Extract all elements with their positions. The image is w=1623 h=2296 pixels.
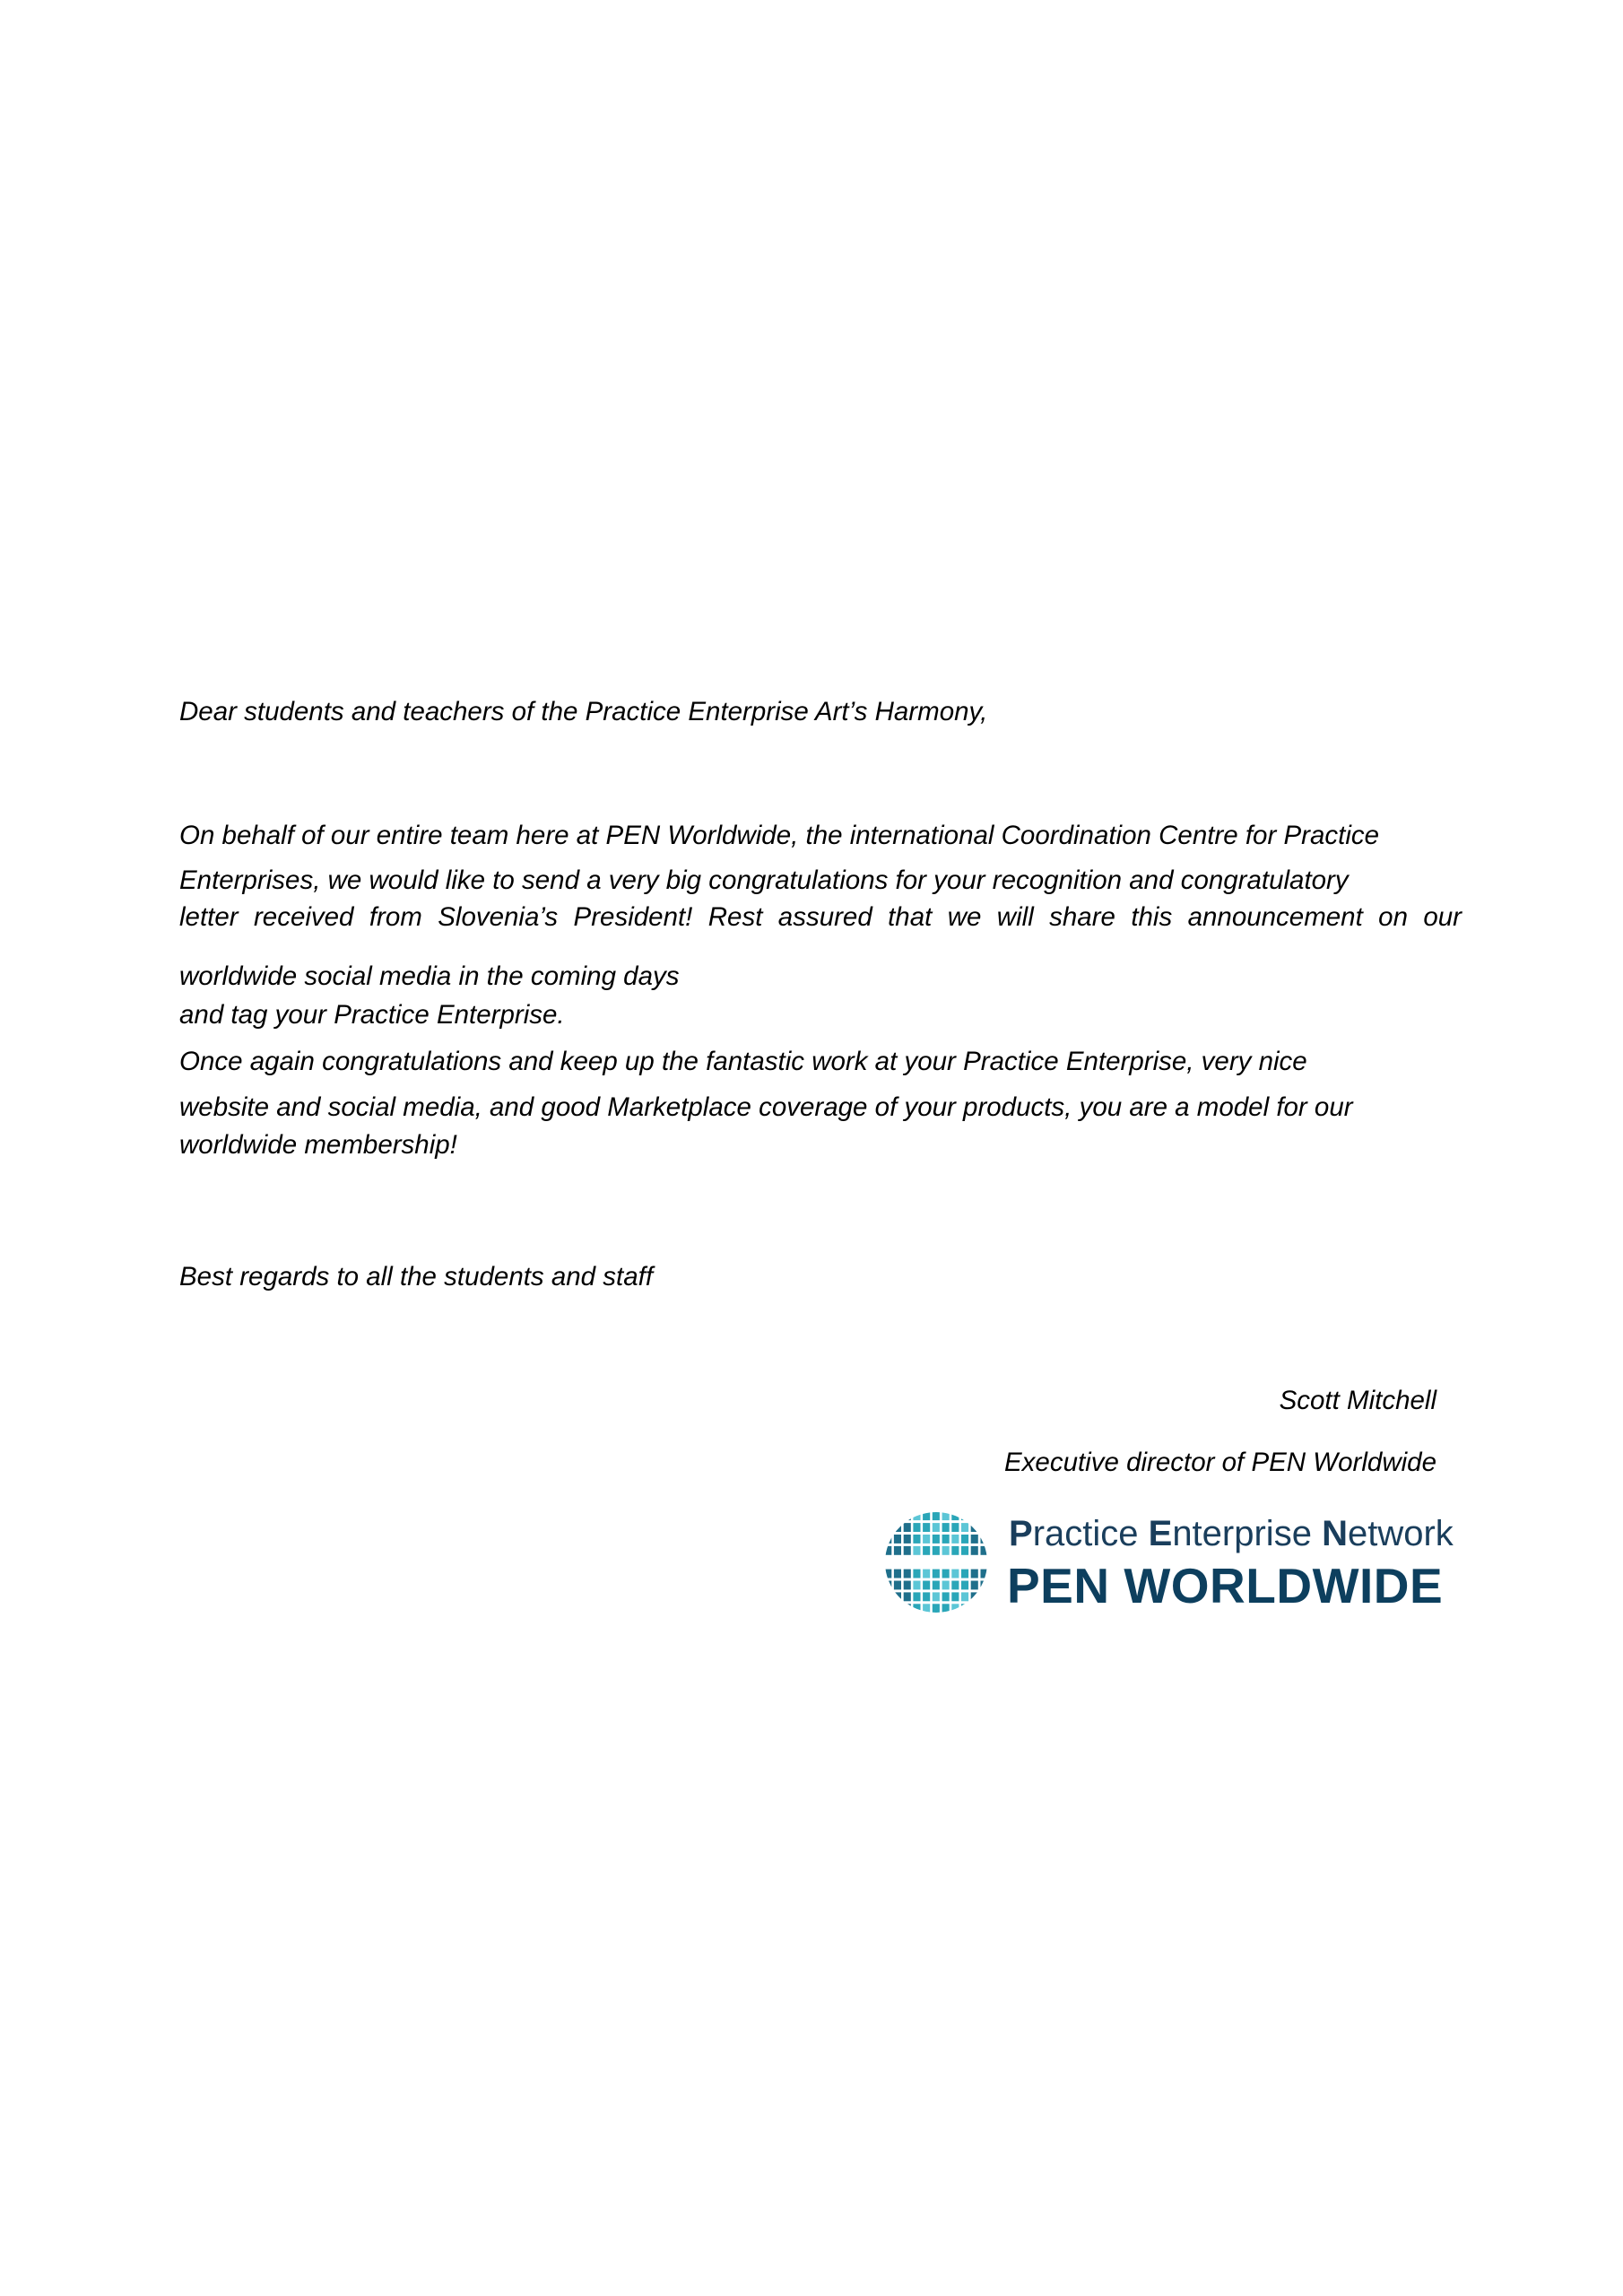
globe-tile: [913, 1511, 920, 1520]
globe-tile: [981, 1581, 988, 1590]
globe-tile: [904, 1570, 911, 1578]
globe-tile: [923, 1546, 930, 1555]
logo-network-part-1: Practice: [1009, 1514, 1149, 1553]
globe-tile: [961, 1592, 968, 1601]
globe-tile: [971, 1535, 978, 1544]
globe-tile: [981, 1535, 988, 1544]
globe-tile: [942, 1535, 950, 1544]
globe-tile: [942, 1570, 950, 1578]
globe-tile: [951, 1523, 959, 1532]
globe-tile: [904, 1592, 911, 1601]
globe-tile: [981, 1592, 988, 1601]
pen-worldwide-logo: [883, 1507, 1454, 1618]
globe-tile: [904, 1604, 911, 1613]
salutation: Dear students and teachers of the Practice Enterprise Art’s Harmony,: [179, 697, 988, 726]
globe-tile: [981, 1604, 988, 1613]
globe-tile: [981, 1523, 988, 1532]
body-line-8: worldwide membership!: [179, 1130, 457, 1160]
globe-tile: [913, 1581, 920, 1590]
globe-tile: [933, 1570, 940, 1578]
globe-tile: [942, 1604, 950, 1613]
body-line-6: Once again congratulations and keep up the fantastic work at your Practice Enterprise, very nice: [179, 1047, 1307, 1076]
globe-tile: [904, 1511, 911, 1520]
globe-tile: [942, 1592, 950, 1601]
globe-tile: [951, 1535, 959, 1544]
signer-title: Executive director of PEN Worldwide: [1003, 1448, 1436, 1477]
body-line-1: On behalf of our entire team here at PEN Worldwide, the international Coordination Centre for Practice: [179, 821, 1380, 850]
globe-tile: [951, 1581, 959, 1590]
globe-tile: [971, 1581, 978, 1590]
globe-tile: [942, 1523, 950, 1532]
globe-tile: [913, 1535, 920, 1544]
globe-tile: [923, 1570, 930, 1578]
body-line-2: Enterprises, we would like to send a very big congratulations for your recognition and congratulatory: [179, 865, 1349, 895]
globe-tile: [971, 1546, 978, 1555]
globe-tile: [884, 1523, 891, 1532]
globe-tile: [942, 1546, 950, 1555]
globe-tile: [884, 1546, 891, 1555]
logo-network-name: [1009, 1514, 1454, 1553]
globe-tile: [961, 1523, 968, 1532]
globe-tile: [961, 1546, 968, 1555]
globe-tile: [884, 1592, 891, 1601]
globe-tile: [933, 1592, 940, 1601]
globe-tile: [913, 1523, 920, 1532]
globe-tile: [894, 1570, 901, 1578]
globe-tile: [894, 1604, 901, 1613]
globe-tile: [923, 1592, 930, 1601]
globe-tile: [894, 1511, 901, 1520]
globe-tile: [951, 1592, 959, 1601]
globe-tile: [884, 1511, 891, 1520]
globe-tile: [942, 1581, 950, 1590]
globe-icon: [883, 1510, 989, 1614]
globe-tile: [913, 1570, 920, 1578]
globe-tile: [981, 1570, 988, 1578]
globe-tile: [923, 1535, 930, 1544]
globe-tile: [894, 1592, 901, 1601]
globe-tile: [904, 1581, 911, 1590]
body-line-4: worldwide social media in the coming days: [179, 961, 680, 991]
globe-tile: [913, 1546, 920, 1555]
globe-tile: [961, 1511, 968, 1520]
globe-tile: [951, 1570, 959, 1578]
globe-tile: [961, 1535, 968, 1544]
globe-tile: [933, 1535, 940, 1544]
globe-tile: [933, 1523, 940, 1532]
globe-tile: [981, 1511, 988, 1520]
globe-tile: [971, 1511, 978, 1520]
globe-tile: [913, 1604, 920, 1613]
globe-tile: [971, 1592, 978, 1601]
body-line-7: website and social media, and good Marketplace coverage of your products, you are a model for our: [179, 1092, 1353, 1122]
globe-tile: [884, 1535, 891, 1544]
signer-name: Scott Mitchell: [1279, 1386, 1436, 1415]
logo-pen-worldwide: PEN WORLDWIDE: [1007, 1558, 1444, 1613]
body-line-3: letter received from Slovenia’s President! Rest assured that we will share this announcement on our: [179, 902, 1462, 932]
globe-tile: [961, 1604, 968, 1613]
globe-tile: [923, 1511, 930, 1520]
globe-tile: [894, 1546, 901, 1555]
globe-tile: [971, 1523, 978, 1532]
globe-tile: [894, 1523, 901, 1532]
globe-tile: [904, 1535, 911, 1544]
globe-tile: [971, 1570, 978, 1578]
globe-tile: [961, 1581, 968, 1590]
globe-tile: [933, 1604, 940, 1613]
globe-tile: [894, 1535, 901, 1544]
globe-tile: [951, 1511, 959, 1520]
globe-tile: [942, 1511, 950, 1520]
globe-tile: [913, 1592, 920, 1601]
globe-tile: [981, 1546, 988, 1555]
globe-tile: [904, 1523, 911, 1532]
globe-tile: [933, 1511, 940, 1520]
globe-tile: [923, 1581, 930, 1590]
globe-tile: [923, 1604, 930, 1613]
globe-tile: [933, 1546, 940, 1555]
globe-tile: [961, 1570, 968, 1578]
globe-tile: [923, 1523, 930, 1532]
logo-network-part-2: Enterprise: [1148, 1514, 1323, 1553]
globe-tile: [884, 1604, 891, 1613]
globe-tile: [904, 1546, 911, 1555]
globe-tile: [951, 1604, 959, 1613]
globe-tile: [884, 1581, 891, 1590]
globe-tile: [971, 1604, 978, 1613]
globe-tile: [884, 1570, 891, 1578]
globe-tile: [933, 1581, 940, 1590]
globe-tile: [951, 1546, 959, 1555]
closing-line: Best regards to all the students and staff: [179, 1262, 654, 1292]
body-line-5: and tag your Practice Enterprise.: [179, 1000, 565, 1030]
logo-network-part-3: Network: [1322, 1514, 1454, 1553]
globe-tile: [894, 1581, 901, 1590]
